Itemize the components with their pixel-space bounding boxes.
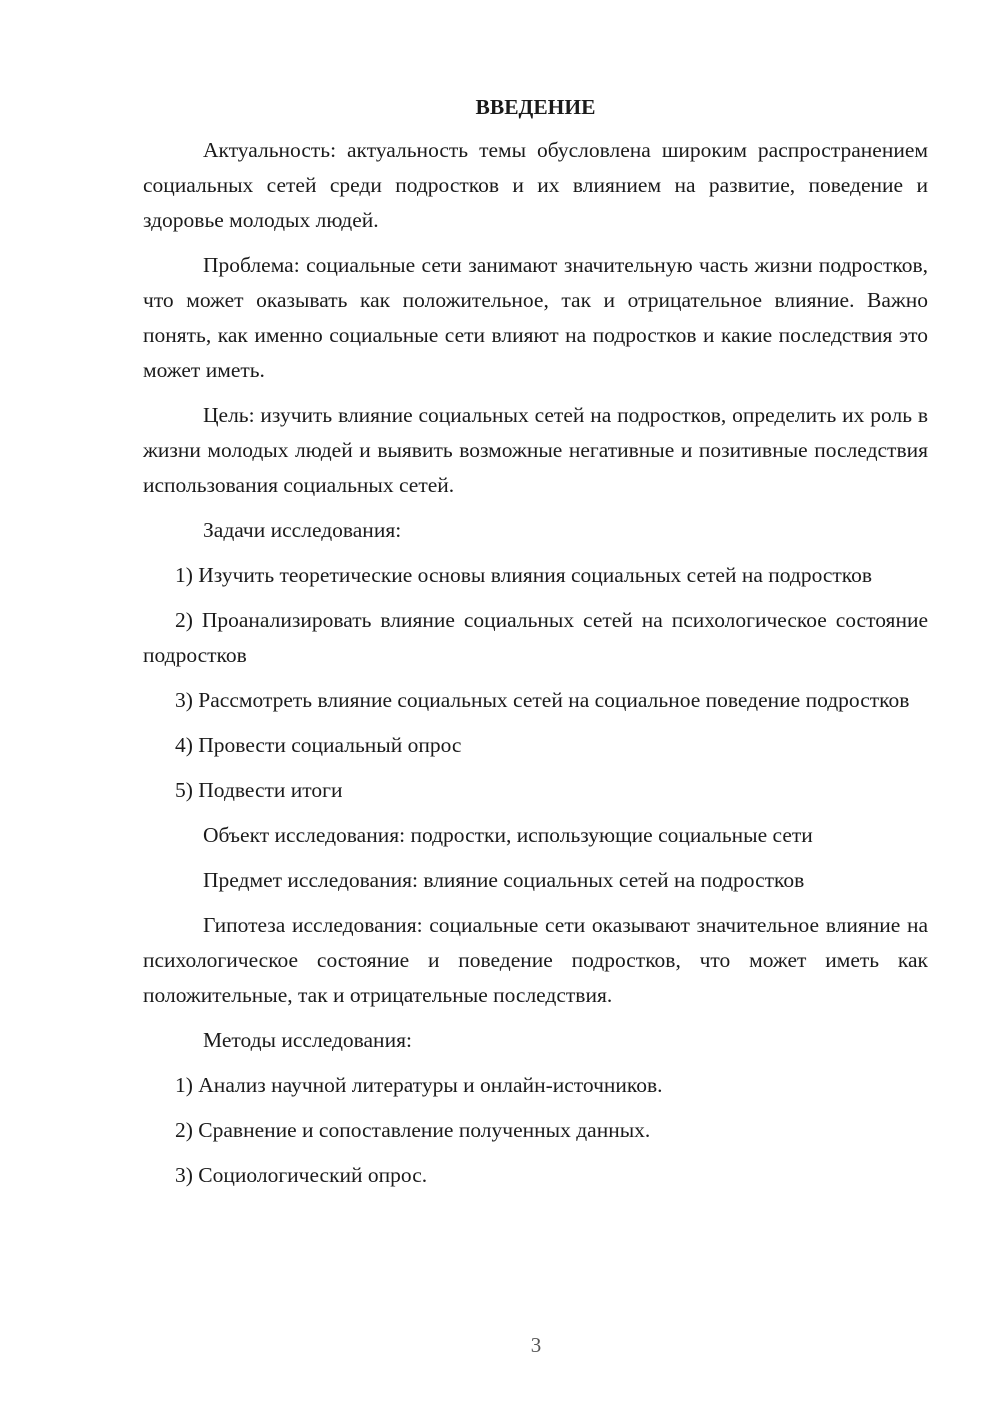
- method-item-2: 2) Сравнение и сопоставление полученных данных.: [175, 1118, 651, 1142]
- methods-title: Методы исследования:: [203, 1028, 412, 1052]
- task-item-3: 3) Рассмотреть влияние социальных сетей на социальное поведение подростков: [175, 688, 910, 712]
- task-item-4: 4) Провести социальный опрос: [175, 733, 462, 757]
- relevance-paragraph: Актуальность: актуальность темы обусловлена широким распространением социальных сетей среди подростков и их влиянием на развитие, поведение и здоровье молодых людей.: [143, 138, 928, 232]
- object-paragraph: Объект исследования: подростки, использующие социальные сети: [203, 823, 813, 847]
- page-number: 3: [530, 1333, 542, 1357]
- page-content: [143, 90, 928, 1203]
- subject-paragraph: Предмет исследования: влияние социальных сетей на подростков: [203, 868, 805, 892]
- task-item-5: 5) Подвести итоги: [175, 778, 343, 802]
- task-item-1: 1) Изучить теоретические основы влияния социальных сетей на подростков: [175, 563, 873, 587]
- problem-paragraph: Проблема: социальные сети занимают значительную часть жизни подростков, что может оказывать как положительное, так и отрицательное влияние. Важно понять, как именно социальные сети влияют на подростков и какие последствия это может иметь.: [143, 253, 928, 382]
- hypothesis-paragraph: Гипотеза исследования: социальные сети оказывают значительное влияние на психологическое состояние и поведение подростков, что может иметь как положительные, так и отрицательные последствия.: [143, 913, 928, 1007]
- tasks-title: Задачи исследования:: [203, 518, 402, 542]
- goal-paragraph: Цель: изучить влияние социальных сетей на подростков, определить их роль в жизни молодых людей и выявить возможные негативные и позитивные последствия использования социальных сетей.: [143, 403, 928, 497]
- method-item-3: 3) Социологический опрос.: [175, 1163, 428, 1187]
- method-item-1: 1) Анализ научной литературы и онлайн-источников.: [175, 1073, 663, 1097]
- section-heading: ВВЕДЕНИЕ: [475, 95, 596, 119]
- task-item-2: 2) Проанализировать влияние социальных сетей на психологическое состояние подростков: [143, 608, 928, 667]
